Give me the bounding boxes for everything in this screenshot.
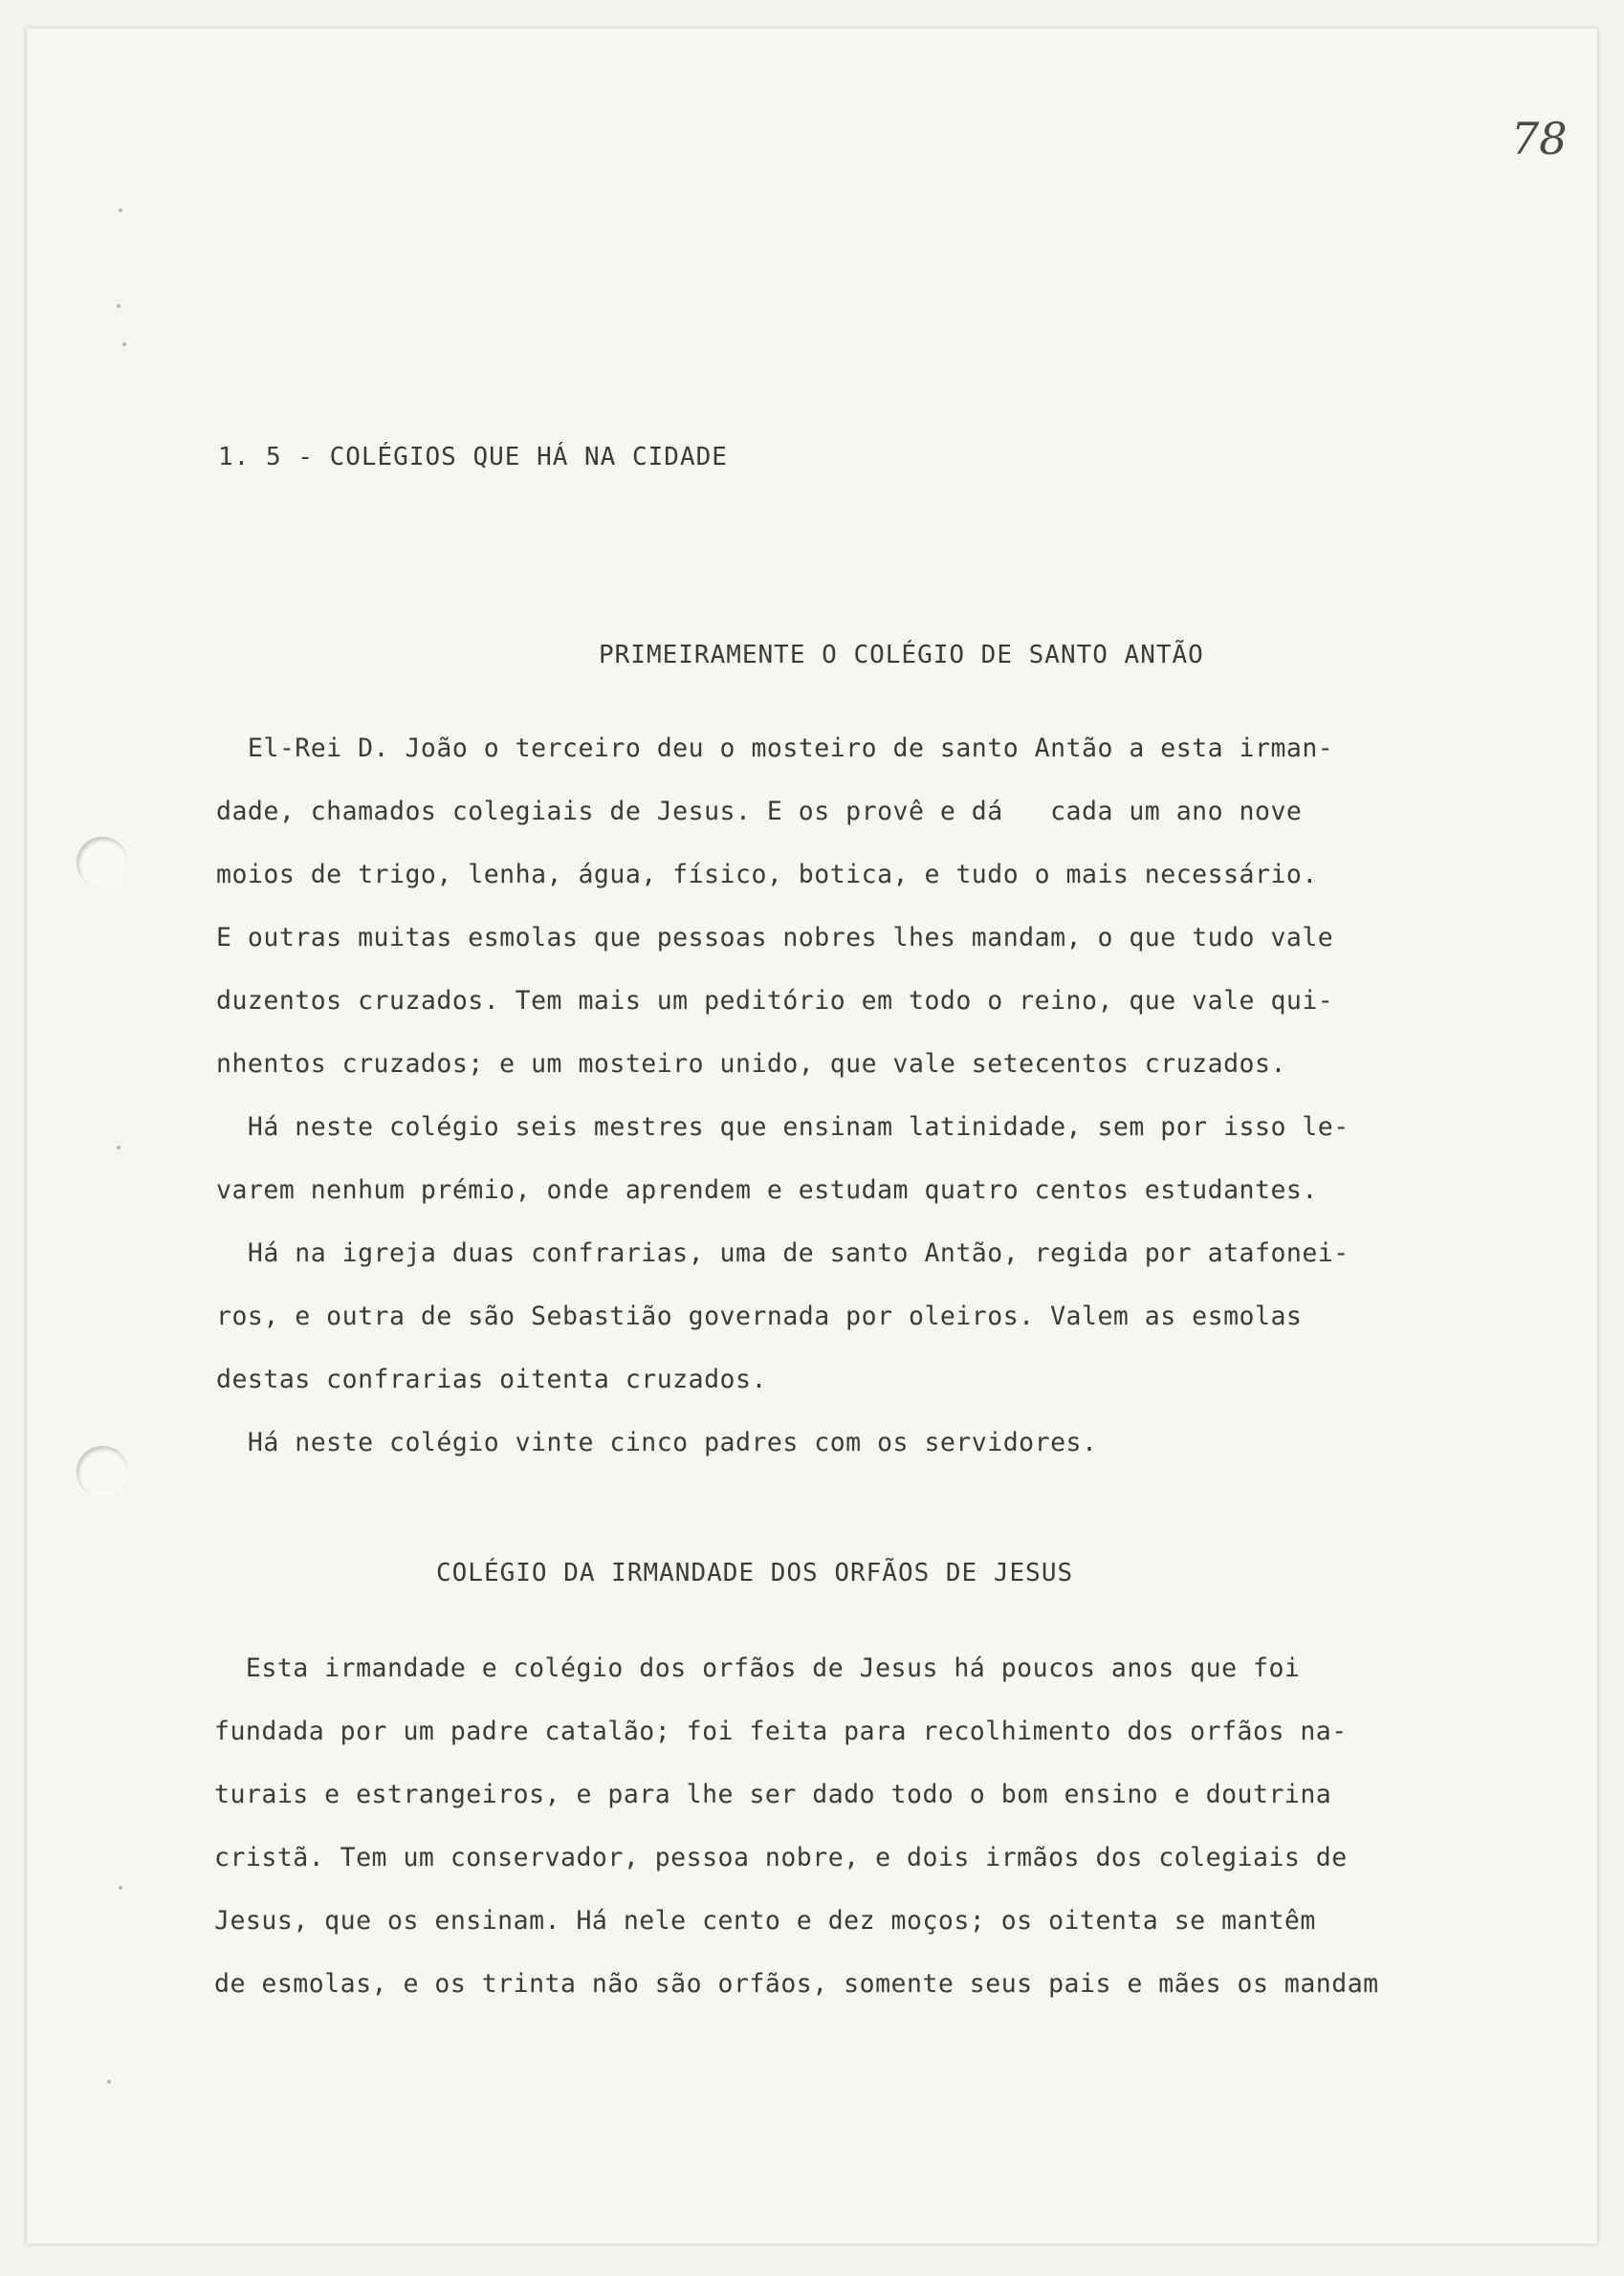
paper-speck xyxy=(119,1886,122,1890)
text-line: nhentos cruzados; e um mosteiro unido, que vale setecentos cruzados. xyxy=(216,1049,1286,1079)
text-line: Esta irmandade e colégio dos orfãos de Jesus há poucos anos que foi xyxy=(214,1653,1301,1683)
paper-speck xyxy=(107,2080,111,2084)
text-line: moios de trigo, lenha, água, físico, botica, e tudo o mais necessário. xyxy=(216,860,1318,889)
text-line: Jesus, que os ensinam. Há nele cento e dez moços; os oitenta se mantêm xyxy=(214,1906,1316,1936)
text-line: El-Rei D. João o terceiro deu o mosteiro de santo Antão a esta irman- xyxy=(216,733,1334,763)
paper-speck xyxy=(119,208,122,212)
text-line: destas confrarias oitenta cruzados. xyxy=(216,1365,767,1394)
text-line: de esmolas, e os trinta não são orfãos, somente seus pais e mães os mandam xyxy=(214,1969,1379,1999)
paper-speck xyxy=(122,342,126,346)
paper-speck xyxy=(117,1146,121,1149)
subsection-title: PRIMEIRAMENTE O COLÉGIO DE SANTO ANTÃO xyxy=(599,641,1204,669)
text-line: turais e estrangeiros, e para lhe ser dado todo o bom ensino e doutrina xyxy=(214,1780,1332,1809)
typewritten-page xyxy=(27,29,1597,2243)
text-line: varem nenhum prémio, onde aprendem e estudam quatro centos estudantes. xyxy=(216,1175,1318,1205)
text-line: fundada por um padre catalão; foi feita para recolhimento dos orfãos na- xyxy=(214,1717,1348,1746)
text-line: Há na igreja duas confrarias, uma de santo Antão, regida por atafonei- xyxy=(216,1238,1350,1268)
text-line: cristã. Tem um conservador, pessoa nobre, e dois irmãos dos colegiais de xyxy=(214,1843,1348,1872)
subsection-title: COLÉGIO DA IRMANDADE DOS ORFÃOS DE JESUS xyxy=(436,1559,1074,1587)
section-title: 1. 5 - COLÉGIOS QUE HÁ NA CIDADE xyxy=(218,443,728,471)
paper-speck xyxy=(117,304,121,308)
text-line: Há neste colégio vinte cinco padres com os servidores. xyxy=(216,1428,1098,1457)
text-line: ros, e outra de são Sebastião governada por oleiros. Valem as esmolas xyxy=(216,1302,1303,1331)
text-line: Há neste colégio seis mestres que ensinam latinidade, sem por isso le- xyxy=(216,1112,1350,1142)
text-line: dade, chamados colegiais de Jesus. E os provê e dá cada um ano nove xyxy=(216,797,1303,826)
text-line: duzentos cruzados. Tem mais um peditório em todo o reino, que vale qui- xyxy=(216,986,1334,1016)
punch-hole xyxy=(77,1446,128,1498)
punch-hole xyxy=(77,837,128,888)
text-line: E outras muitas esmolas que pessoas nobres lhes mandam, o que tudo vale xyxy=(216,923,1334,952)
page-number: 78 xyxy=(1511,113,1568,164)
